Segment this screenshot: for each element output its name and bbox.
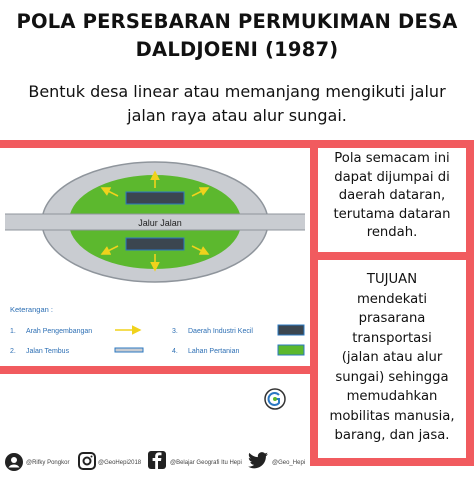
red-band-bottom	[0, 366, 318, 374]
subtitle-line-1: Bentuk desa linear atau memanjang mengikuti jalur	[28, 82, 446, 101]
red-band-divider	[310, 140, 318, 466]
red-band-right-mid	[318, 252, 474, 260]
legend-swatch-road	[115, 348, 143, 352]
tujuan-line: prasarana	[358, 311, 426, 326]
red-band-top	[0, 140, 474, 148]
info-line: dapat dijumpai di	[334, 169, 450, 185]
user-icon	[4, 452, 24, 477]
legend-label-4: Lahan Pertanian	[188, 348, 240, 355]
page-title-line-1: POLA PERSEBARAN PERMUKIMAN DESA	[16, 10, 458, 33]
small-industry-area-bottom	[126, 238, 184, 250]
subtitle-line-2: jalan raya atau alur sungai.	[127, 106, 347, 125]
red-band-right-bottom	[318, 458, 474, 466]
legend-label-2: Jalan Tembus	[26, 348, 70, 355]
diagram-panel	[0, 148, 310, 366]
info-box	[318, 150, 466, 243]
instagram-icon	[78, 452, 96, 475]
tujuan-line: sungai) sehingga	[335, 369, 449, 385]
info-line: terutama dataran	[333, 206, 451, 222]
info-line: Pola semacam ini	[334, 151, 450, 166]
red-band-right-edge	[466, 140, 474, 466]
legend-swatch-industry	[278, 325, 304, 335]
facebook-icon	[148, 451, 166, 474]
legend-label-3: Daerah Industri Kecil	[188, 328, 253, 335]
tujuan-line: barang, dan jasa.	[334, 428, 450, 443]
footer-instagram[interactable]: @GeoHepi2018	[98, 460, 142, 466]
tujuan-line: (jalan atau alur	[341, 350, 443, 365]
road-label: Jalur Jalan	[138, 218, 182, 228]
linear-village-diagram	[0, 148, 310, 366]
legend-num-3: 3.	[172, 328, 178, 335]
tujuan-line: transportasi	[352, 330, 432, 346]
legend-num-1: 1.	[10, 328, 16, 335]
page-title-line-2: DALDJOENI (1987)	[135, 38, 339, 61]
legend-num-2: 2.	[10, 348, 16, 355]
footer-author[interactable]: @Rifky Pongkor	[26, 460, 70, 466]
tujuan-box	[318, 270, 466, 446]
footer-twitter[interactable]: @Geo_Hepi	[272, 460, 306, 466]
legend-swatch-farmland	[278, 345, 304, 355]
geo-logo-icon	[264, 388, 286, 415]
twitter-icon	[248, 452, 268, 474]
legend-title: Keterangan :	[10, 305, 53, 314]
info-line: rendah.	[366, 225, 418, 240]
tujuan-line: mendekati	[356, 291, 428, 307]
legend-num-4: 4.	[172, 348, 178, 355]
small-industry-area-top	[126, 192, 184, 204]
legend-label-1: Arah Pengembangan	[26, 328, 93, 335]
tujuan-line: TUJUAN	[366, 272, 418, 287]
footer-facebook[interactable]: @Belajar Geografi Itu Hepi	[170, 460, 242, 466]
info-line: daerah dataran,	[338, 188, 446, 203]
tujuan-line: memudahkan	[346, 389, 438, 404]
tujuan-line: mobilitas manusia,	[329, 408, 455, 424]
